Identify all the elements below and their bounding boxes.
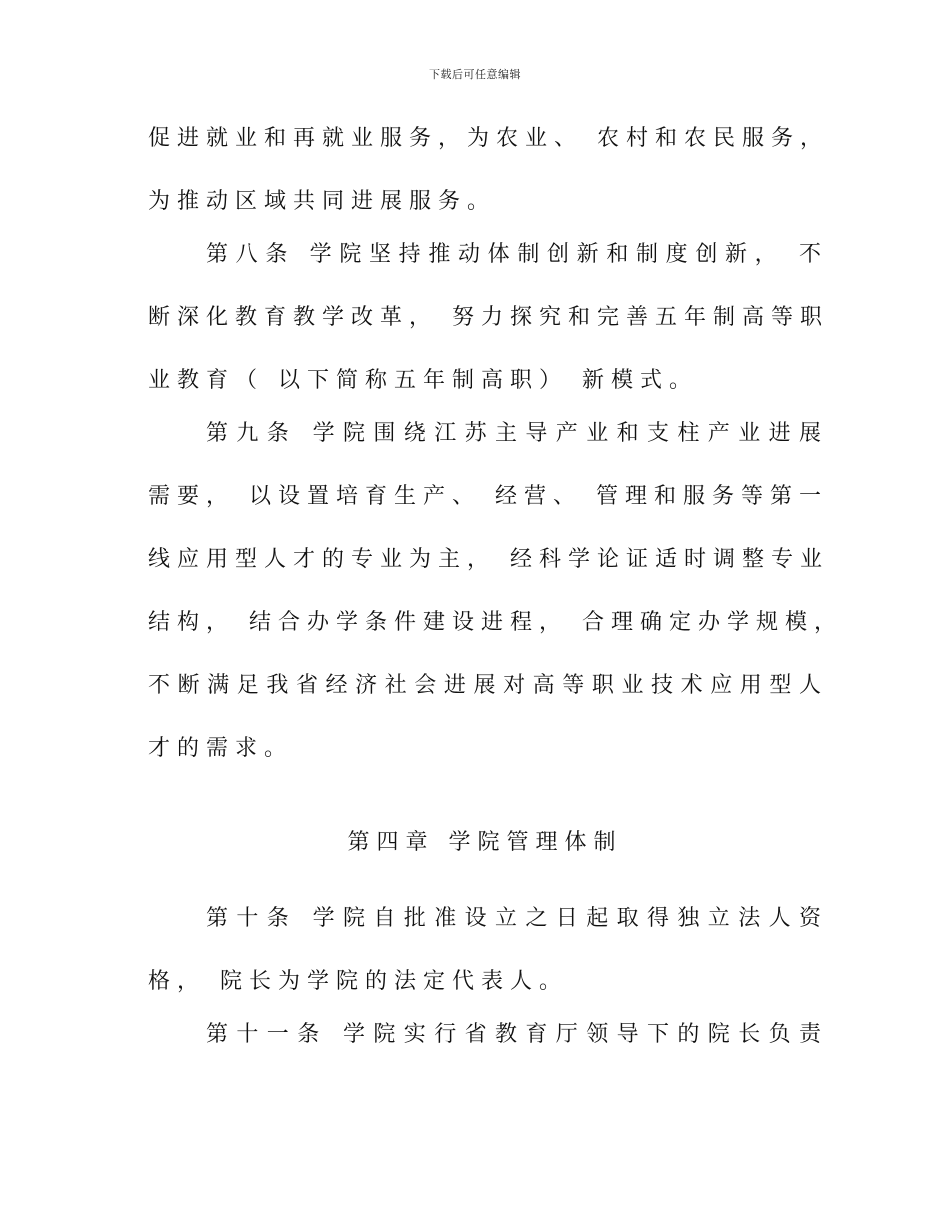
paragraph-line: 需要， 以设置培育生产、 经营、 管理和服务等第一 (148, 484, 828, 509)
paragraph-line: 不断满足我省经济社会进展对高等职业技术应用型人 (148, 673, 828, 698)
paragraph-line: 结构， 结合办学条件建设进程， 合理确定办学规模， (148, 610, 843, 635)
paragraph-line: 业教育（ 以下简称五年制高职） 新模式。 (148, 368, 698, 393)
paragraph-line: 线应用型人才的专业为主， 经科学论证适时调整专业 (148, 547, 829, 572)
article-9-line: 第九条 学院围绕江苏主导产业和支柱产业进展 (206, 421, 828, 446)
article-8-line: 第八条 学院坚持推动体制创新和制度创新， 不 (206, 242, 828, 267)
paragraph-line: 为推动区域共同进展服务。 (148, 189, 497, 214)
article-10-line: 第十条 学院自批准设立之日起取得独立法人资 (206, 906, 828, 931)
paragraph-line: 格， 院长为学院的法定代表人。 (148, 969, 568, 994)
paragraph-line: 促进就业和再就业服务，为农业、 农村和农民服务， (148, 126, 829, 151)
paragraph-line: 断深化教育教学改革， 努力探究和完善五年制高等职 (148, 305, 829, 330)
page-header-note: 下载后可任意编辑 (429, 68, 521, 81)
chapter-title: 第四章 学院管理体制 (347, 830, 623, 855)
article-11-line: 第十一条 学院实行省教育厅领导下的院长负责 (206, 1022, 828, 1047)
paragraph-line: 才的需求。 (148, 736, 294, 761)
